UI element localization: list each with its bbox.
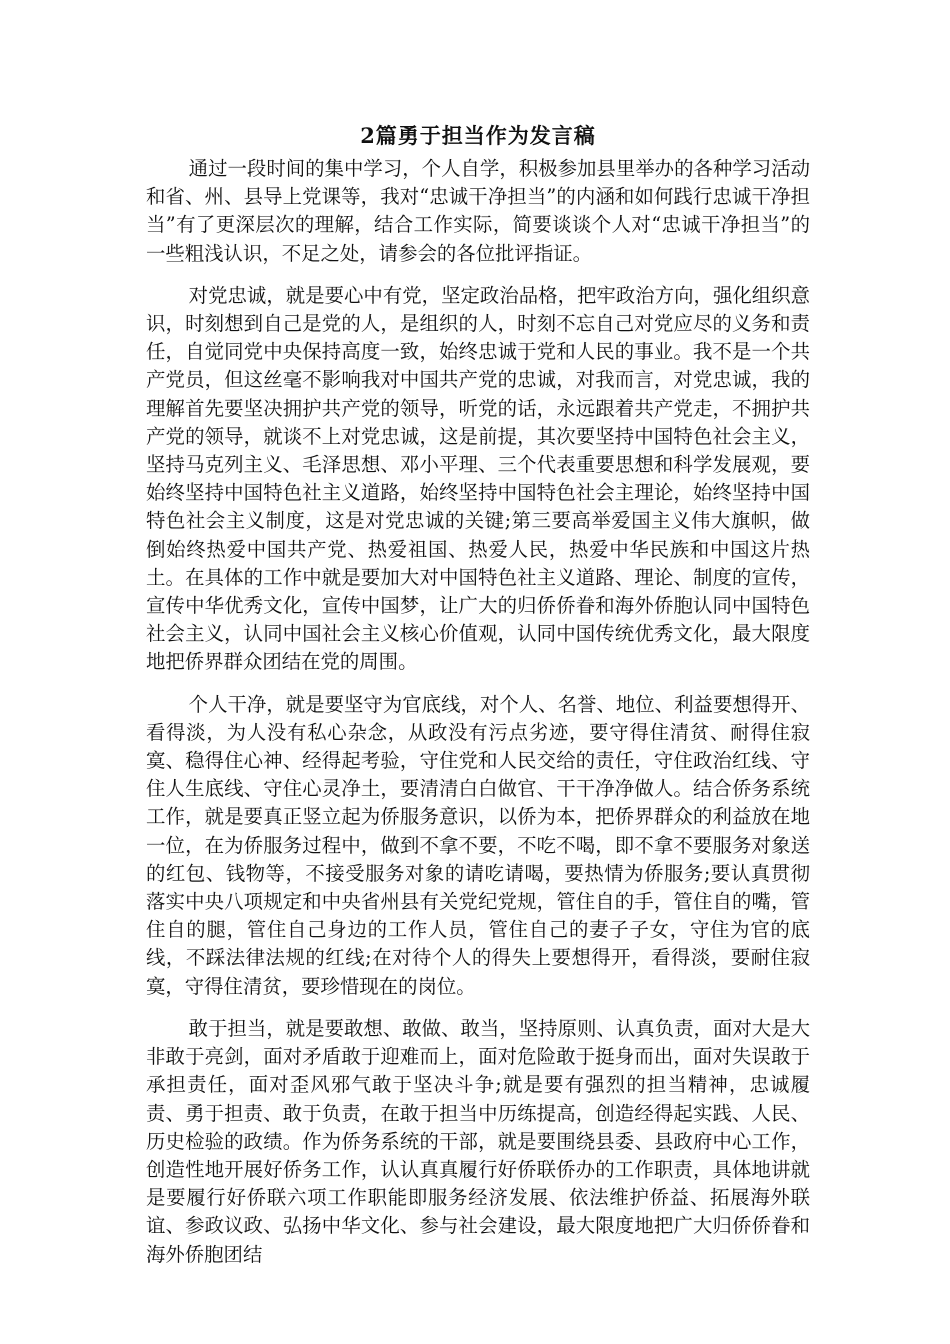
document-title: 2篇勇于担当作为发言稿 (360, 123, 596, 148)
paragraph-loyalty: 对党忠诚，就是要心中有党，坚定政治品格，把牢政治方向，强化组织意识，时刻想到自己是党的人，是组织的人，时刻不忘自己对党应尽的义务和责任，自觉同党中央保持高度一致，始终忠诚于党和人民的事业。我不是一个共产党员，但这丝毫不影响我对中国共产党的忠诚，对我而言，对党忠诚，我的理解首先要坚决拥护共产党的领导，听党的话，永远跟着共产党走，不拥护共产党的领导，就谈不上对党忠诚，这是前提，其次要坚持中国特色社会主义，坚持马克列主义、毛泽思想、邓小平理、三个代表重要思想和科学发展观，要始终坚持中国特色社主义道路，始终坚持中国特色社会主理论，始终坚持中国特色社会主义制度，这是对党忠诚的关键;第三要高举爱国主义伟大旗帜，做倒始终热爱中国共产党、热爱祖国、热爱人民，热爱中华民族和中国这片热土。在具体的工作中就是要加大对中国特色社主义道路、理论、制度的宣传，宣传中华优秀文化，宣传中国梦，让广大的归侨侨眷和海外侨胞认同中国特色社会主义，认同中国社会主义核心价值观，认同中国传统优秀文化，最大限度地把侨界群众团结在党的周围。 (146, 283, 810, 674)
paragraph-integrity: 个人干净，就是要坚守为官底线，对个人、名誉、地位、利益要想得开、看得淡，为人没有私心杂念，从政没有污点劣迹，要守得住清贫、耐得住寂寞、稳得住心神、经得起考验，守住党和人民交给的责任，守住政治红线、守住人生底线、守住心灵净土，要清清白白做官、干干净净做人。结合侨务系统工作，就是要真正竖立起为侨服务意识，以侨为本，把侨界群众的利益放在地一位，在为侨服务过程中，做到不拿不要，不吃不喝，即不拿不要服务对象送的红包、钱物等，不接受服务对象的请吃请喝，要热情为侨服务;要认真贯彻落实中央八项规定和中央省州县有关党纪党规，管住自的手，管住自的嘴，管住自的腿，管住自己身边的工作人员，管住自己的妻子子女，守住为官的底线，不踩法律法规的红线;在对待个人的得失上要想得开，看得淡，要耐住寂寞，守得住清贫，要珍惜现在的岗位。 (146, 692, 810, 998)
paragraph-intro: 通过一段时间的集中学习，个人自学，积极参加县里举办的各种学习活动和省、州、县导上党课等，我对“忠诚干净担当”的内涵和如何践行忠诚干净担当”有了更深层次的理解，结合工作实际，简要谈谈个人对“忠诚干净担当”的一些粗浅认识，不足之处，请参会的各位批评指证。 (146, 157, 810, 265)
paragraph-responsibility: 敢于担当，就是要敢想、敢做、敢当，坚持原则、认真负责，面对大是大非敢于亮剑，面对矛盾敢于迎难而上，面对危险敢于挺身而出，面对失误敢于承担责任，面对歪风邪气敢于坚决斗争;就是要有强烈的担当精神，忠诚履责、勇于担责、敢于负责，在敢于担当中历练提高，创造经得起实践、人民、历史检验的政绩。作为侨务系统的干部，就是要围绕县委、县政府中心工作，创造性地开展好侨务工作，认认真真履行好侨联侨办的工作职责，具体地讲就是要履行好侨联六项工作职能即服务经济发展、依法维护侨益、拓展海外联谊、参政议政、弘扬中华文化、参与社会建设，最大限度地把广大归侨侨眷和海外侨胞团结 (146, 1016, 810, 1266)
document-page (146, 120, 810, 1283)
